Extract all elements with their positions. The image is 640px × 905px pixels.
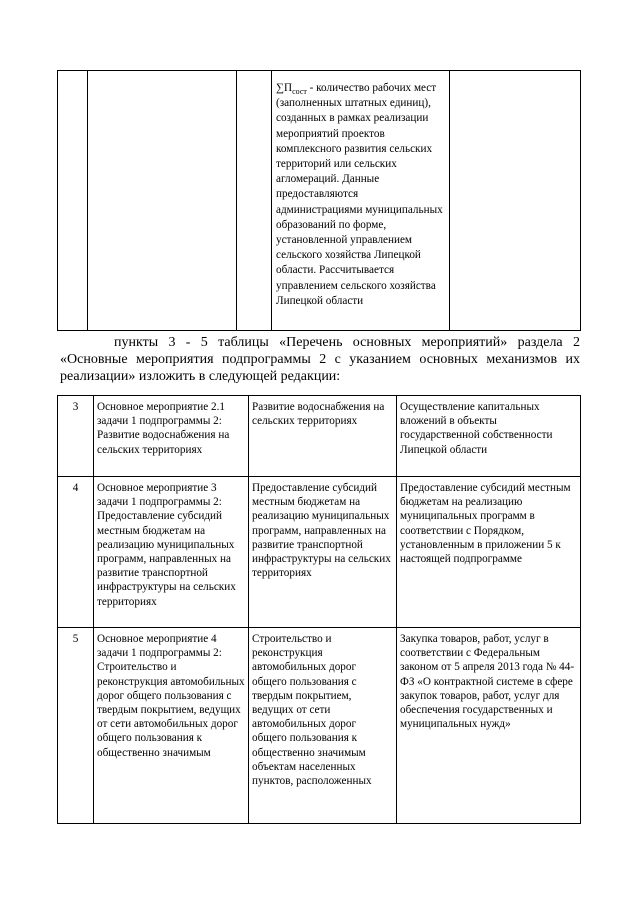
activity-name-cell: Основное мероприятие 4 задачи 1 подпрограммы 2: Строительство и реконструкция автомобильных дорог общего пользования с твердым покрытием, ведущих от сети автомобильных дорог общего пользования к общественно значимым [94, 628, 249, 824]
activity-content-cell: Развитие водоснабжения на сельских территориях [249, 396, 397, 477]
activity-mechanism-cell: Предоставление субсидий местным бюджетам на реализацию муниципальных программ в соответствии с Порядком, установленным в приложении 5 к настоящей подпрограмме [397, 477, 581, 628]
indicator-description-cell [272, 71, 450, 331]
indicator-symbol: ∑П [276, 82, 293, 94]
indicator-text: - количество рабочих мест (заполненных штатных единиц), созданных в рамках реализации мероприятий проектов комплексного развития сельских территорий или сельских агломераций. Данные предоставляются администрациями муниципальных образований по форме, установленной управлением сельского хозяйства Липецкой области. Рассчитывается управлением сельского хозяйства Липецкой области [276, 82, 443, 307]
row-number: 4 [58, 477, 94, 628]
indicators-table-fragment [57, 70, 581, 331]
activity-name-cell: Основное мероприятие 3 задачи 1 подпрограммы 2: Предоставление субсидий местным бюджетам на реализацию муниципальных программ, направленных на развитие транспортной инфраструктуры на сельских территориях [94, 477, 249, 628]
table-cell [237, 71, 272, 331]
activity-content-cell: Предоставление субсидий местным бюджетам на реализацию муниципальных программ, направленных на развитие транспортной инфраструктуры на сельских территориях [249, 477, 397, 628]
table-row [58, 477, 581, 628]
amendment-paragraph [60, 334, 580, 385]
activity-name-cell: Основное мероприятие 2.1 задачи 1 подпрограммы 2: Развитие водоснабжения на сельских территориях [94, 396, 249, 477]
row-number: 5 [58, 628, 94, 824]
activity-content-cell: Строительство и реконструкция автомобильных дорог общего пользования с твердым покрытием, ведущих от сети автомобильных дорог общего пользования к общественно значимым объектам населенных пунктов, расположенных [249, 628, 397, 824]
table-row [58, 628, 581, 824]
table-row [58, 71, 581, 331]
amendment-text: пункты 3 - 5 таблицы «Перечень основных мероприятий» раздела 2 «Основные мероприятия подпрограммы 2 с указанием основных механизмов их реализации» изложить в следующей редакции: [60, 335, 580, 384]
table-cell [58, 71, 88, 331]
row-number: 3 [58, 396, 94, 477]
indicator-subscript: сост [292, 87, 307, 97]
table-cell [450, 71, 581, 331]
activity-mechanism-cell: Осуществление капитальных вложений в объекты государственной собственности Липецкой области [397, 396, 581, 477]
table-row [58, 396, 581, 477]
main-activities-table [57, 395, 581, 824]
table-cell [88, 71, 237, 331]
activity-mechanism-cell: Закупка товаров, работ, услуг в соответствии с Федеральным законом от 5 апреля 2013 года № 44-ФЗ «О контрактной системе в сфере закупок товаров, работ, услуг для обеспечения государственных и муниципальных нужд» [397, 628, 581, 824]
indicator-description [272, 71, 449, 309]
